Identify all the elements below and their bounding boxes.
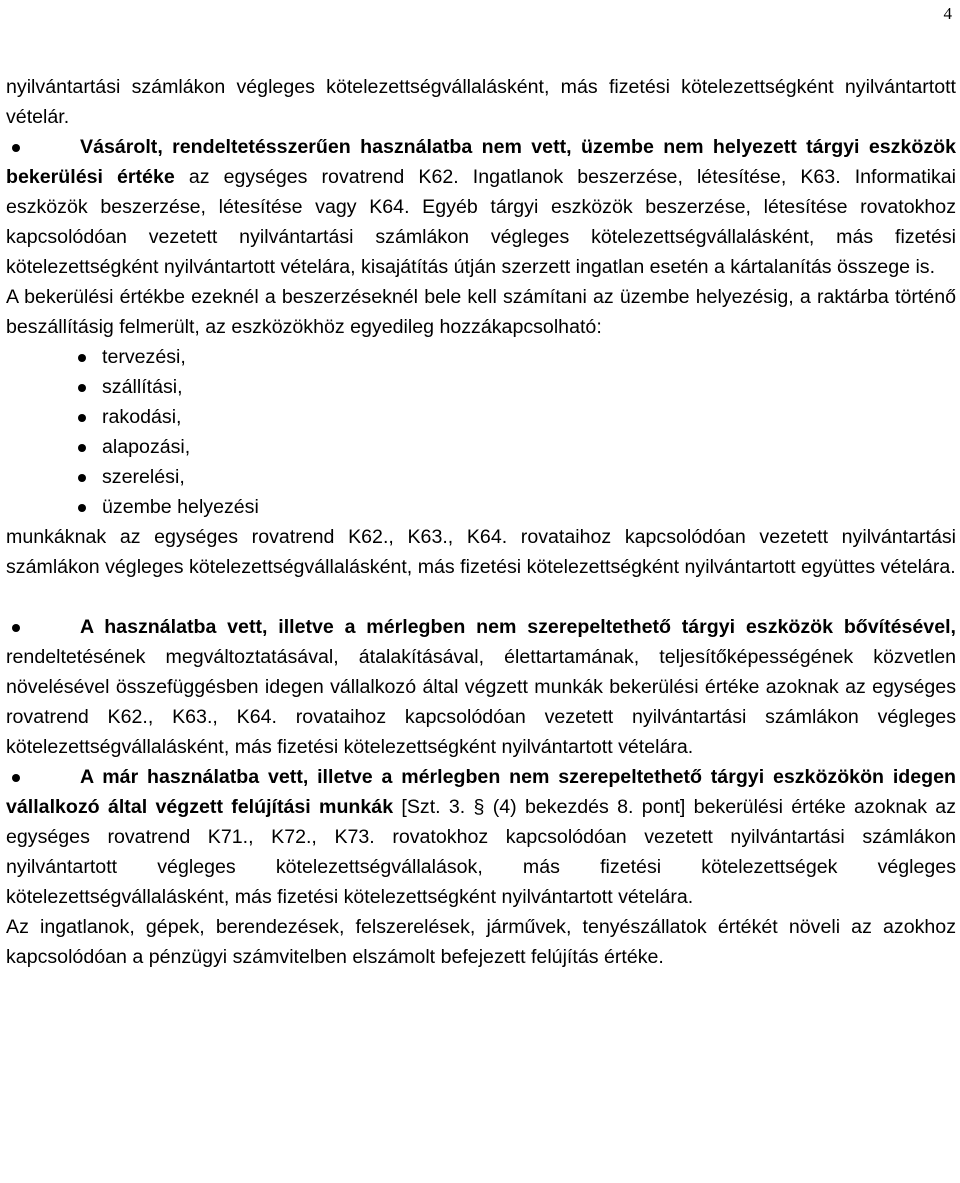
list-item: üzembe helyezési xyxy=(102,492,956,522)
spacer xyxy=(6,582,956,612)
list-item: rakodási, xyxy=(102,402,956,432)
paragraph-works: munkáknak az egységes rovatrend K62., K63., K64. rovataihoz kapcsolódóan vezetett nyilvántartási számlákon végleges kötelezettségvállalásként, más fizetési kötelezettségként nyilvántartott együttes vételára. xyxy=(6,526,956,578)
bullet-bold-text: Vásárolt, rendeltetésszerűen használatba nem vett, üzembe nem helyezett tárgyi eszközök bekerülési értéke xyxy=(6,136,956,188)
page-number: 4 xyxy=(943,4,952,23)
bullet-bold-text: A használatba vett, illetve a mérlegben nem szerepeltethető tárgyi eszközök bővítésével, xyxy=(80,616,956,638)
paragraph-value-increase: Az ingatlanok, gépek, berendezések, felszerelések, járművek, tenyészállatok értékét növeli az azokhoz kapcsolódóan a pénzügyi számvitelben elszámolt befejezett felújítás értéke. xyxy=(6,916,956,968)
bullet-purchased-assets xyxy=(6,132,956,282)
cost-items-list xyxy=(6,342,956,522)
bullet-renovation xyxy=(6,762,956,912)
list-item: tervezési, xyxy=(102,342,956,372)
bullet-bold-text: A már használatba vett, illetve a mérlegben nem szerepeltethető tárgyi eszközökön idegen vállalkozó által végzett felújítási munkák xyxy=(6,766,956,818)
document-body xyxy=(6,72,956,972)
bullet-text: rendeltetésének megváltoztatásával, átalakításával, élettartamának, teljesítőképességének közvetlen növelésével összefüggésben idegen vállalkozó által végzett munkák bekerülési értéke azoknak az egységes rovatrend K62., K63., K64. rovataihoz kapcsolódóan vezetett nyilvántartási számlákon végleges kötelezettségvállalásként, más fizetési kötelezettségként nyilvántartott vételára. xyxy=(6,646,956,758)
bullet-text: [Szt. 3. § (4) bekezdés 8. pont] bekerülési értéke azoknak az egységes rovatrend K71., K72., K73. rovatokhoz kapcsolódóan vezetett nyilvántartási számlákon nyilvántartott végleges kötelezettségvállalások, más fizetési kötelezettségek végleges kötelezettségvállalásként, más fizetési kötelezettségként nyilvántartott vételára. xyxy=(6,796,957,908)
list-item: szerelési, xyxy=(102,462,956,492)
paragraph-acquisition-cost: A bekerülési értékbe ezeknél a beszerzéseknél bele kell számítani az üzembe helyezésig, a raktárba történő beszállításig felmerült, az eszközökhöz egyedileg hozzákapcsolható: xyxy=(6,286,956,338)
bullet-text: az egységes rovatrend K62. Ingatlanok beszerzése, létesítése, K63. Informatikai eszközök beszerzése, létesítése vagy K64. Egyéb tárgyi eszközök beszerzése, létesítése rovatokhoz kapcsolódóan vezetett nyilvántartási számlákon végleges kötelezettségvállalásként, más fizetési kötelezettségként nyilvántartott vételára, kisajátítás útján szerzett ingatlan esetén a kártalanítás összege is. xyxy=(6,166,956,278)
paragraph-intro: nyilvántartási számlákon végleges kötelezettségvállalásként, más fizetési kötelezettségként nyilvántartott vételár. xyxy=(6,76,956,128)
list-item: alapozási, xyxy=(102,432,956,462)
bullet-expansion xyxy=(6,612,956,762)
list-item: szállítási, xyxy=(102,372,956,402)
